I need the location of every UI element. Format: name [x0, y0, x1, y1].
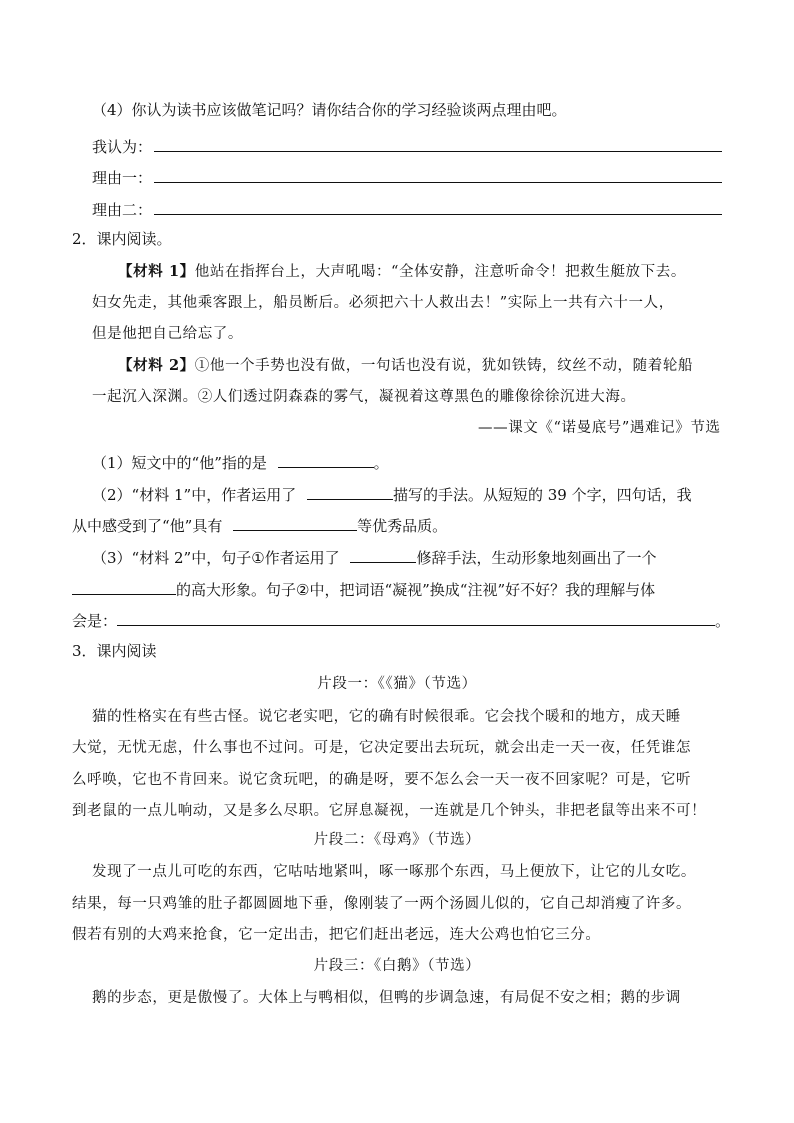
fragment2-line3: 假若有别的大鸡来抢食，它一定出击，把它们赶出老远，连大公鸡也怕它三分。: [72, 927, 601, 943]
s2-q3-line3: [72, 609, 730, 631]
s2-q2-text-a: （2）“材料 1”中，作者运用了: [92, 486, 297, 504]
material1-line1: [118, 262, 686, 282]
fragment1-title: 片段一：《《猫》（节选）: [317, 676, 477, 692]
q4-reason2-label: 理由二：: [92, 201, 153, 219]
material1-line2: 妇女先走，其他乘客跟上，船员断后。必须把六十人救出去！”实际上一共有六十一人，: [92, 295, 674, 311]
s2-q2-blank1[interactable]: [307, 483, 393, 500]
q4-reason2-answer-line[interactable]: [154, 214, 722, 215]
fragment1-line1: 猫的性格实在有些古怪。说它老实吧，它的确有时候很乖。它会找个暖和的地方，成天睡: [92, 709, 681, 725]
s2-q2-text-b: 描写的手法。从短短的 39 个字，四句话，我: [392, 486, 692, 504]
s2-q3-line2: [72, 578, 655, 600]
section3-heading: 3．课内阅读: [72, 642, 157, 660]
material1-tag: 【材料 1】: [118, 263, 195, 280]
section2-heading: 2．课内阅读。: [72, 230, 172, 248]
s2-q2-line2: [72, 514, 447, 536]
s2-q2-blank2[interactable]: [233, 514, 357, 531]
s2-q1-blank[interactable]: [278, 451, 374, 468]
s2-q3-text-d: 的高大形象。句子: [176, 581, 297, 599]
s2-q2-text-c: 从中感受到了“他”具有: [72, 517, 223, 535]
fragment1-line2: 大觉，无忧无虑，什么事也不过问。可是，它决定要出去玩玩，就会出走一天一夜，任凭谁怎: [72, 740, 692, 756]
q4-opinion-label: 我认为：: [92, 138, 153, 156]
q4-question: （4）你认为读书应该做笔记吗？请你结合你的学习经验谈两点理由吧。: [92, 101, 567, 119]
fragment2-line2: 结果，每一只鸡雏的肚子都圆圆地下垂，像刚装了一两个汤圆儿似的，它自己却消瘦了许多。: [72, 896, 692, 912]
s2-q3-text-e: 中，把词语“凝视”换成“注视”好不好？我的理解与体: [309, 581, 656, 599]
s2-q3-text-c: 修辞手法，生动形象地刻画出了一个: [416, 549, 657, 567]
s2-q3-text-f: 会是：: [72, 612, 118, 630]
fragment3-line1: 鹅的步态，更是傲慢了。大体上与鸭相似，但鸭的步调急速，有局促不安之相；鹅的步调: [92, 990, 681, 1006]
s2-q3-text-b: 作者运用了: [264, 549, 340, 567]
fragment3-title: 片段三：《白鹅》（节选）: [313, 958, 481, 974]
fragment2-title: 片段二：《母鸡》（节选）: [313, 832, 481, 848]
q4-reason1-answer-line[interactable]: [154, 182, 722, 183]
material2-text1: ①他一个手势也没有做，一句话也没有说，犹如铁铸，纹丝不动，随着轮船: [194, 358, 694, 374]
material2-tag: 【材料 2】: [118, 357, 195, 374]
material1-text1: 他站在指挥台上，大声吼喝：“全体安静，注意听命令！把救生艇放下去。: [194, 264, 686, 280]
s2-q2-line1: [92, 483, 692, 505]
material1-line3: 但是他把自己给忘了。: [92, 326, 243, 342]
s2-q1: [92, 451, 389, 473]
s2-q3-circled-2: ②: [296, 581, 310, 599]
material2-line2: 一起沉入深渊。②人们透过阴森森的雾气，凝视着这尊黑色的雕像徐徐沉进大海。: [92, 389, 636, 405]
q4-reason1-label: 理由一：: [92, 169, 153, 187]
s2-q1-end: 。: [373, 454, 389, 472]
s2-q3-text-a: （3）“材料 2”中，句子: [92, 549, 252, 567]
material-source: ——课文《“诺曼底号”遇难记》节选: [478, 420, 721, 436]
s2-q3-blank2[interactable]: [72, 578, 176, 595]
fragment2-line1: 发现了一点儿可吃的东西，它咕咕地紧叫，啄一啄那个东西，马上便放下，让它的儿女吃。: [92, 864, 696, 880]
s2-q3-line1: [92, 546, 656, 568]
material2-line1: [118, 356, 693, 376]
s2-q1-text: （1）短文中的“他”指的是: [92, 454, 267, 472]
s2-q3-text-g: 。: [715, 612, 731, 630]
s2-q2-text-d: 等优秀品质。: [357, 517, 448, 535]
fragment1-line3: 么呼唤，它也不肯回来。说它贪玩吧，的确是呀，要不怎么会一天一夜不回家呢？可是，它听: [72, 772, 692, 788]
s2-q3-blank3[interactable]: [117, 609, 715, 626]
s2-q3-blank1[interactable]: [350, 546, 416, 563]
fragment1-line4: 到老鼠的一点儿响动，又是多么尽职。它屏息凝视，一连就是几个钟头，非把老鼠等出来不可！: [72, 803, 707, 819]
s2-q3-circled-1: ①: [251, 549, 265, 567]
q4-opinion-answer-line[interactable]: [154, 151, 722, 152]
